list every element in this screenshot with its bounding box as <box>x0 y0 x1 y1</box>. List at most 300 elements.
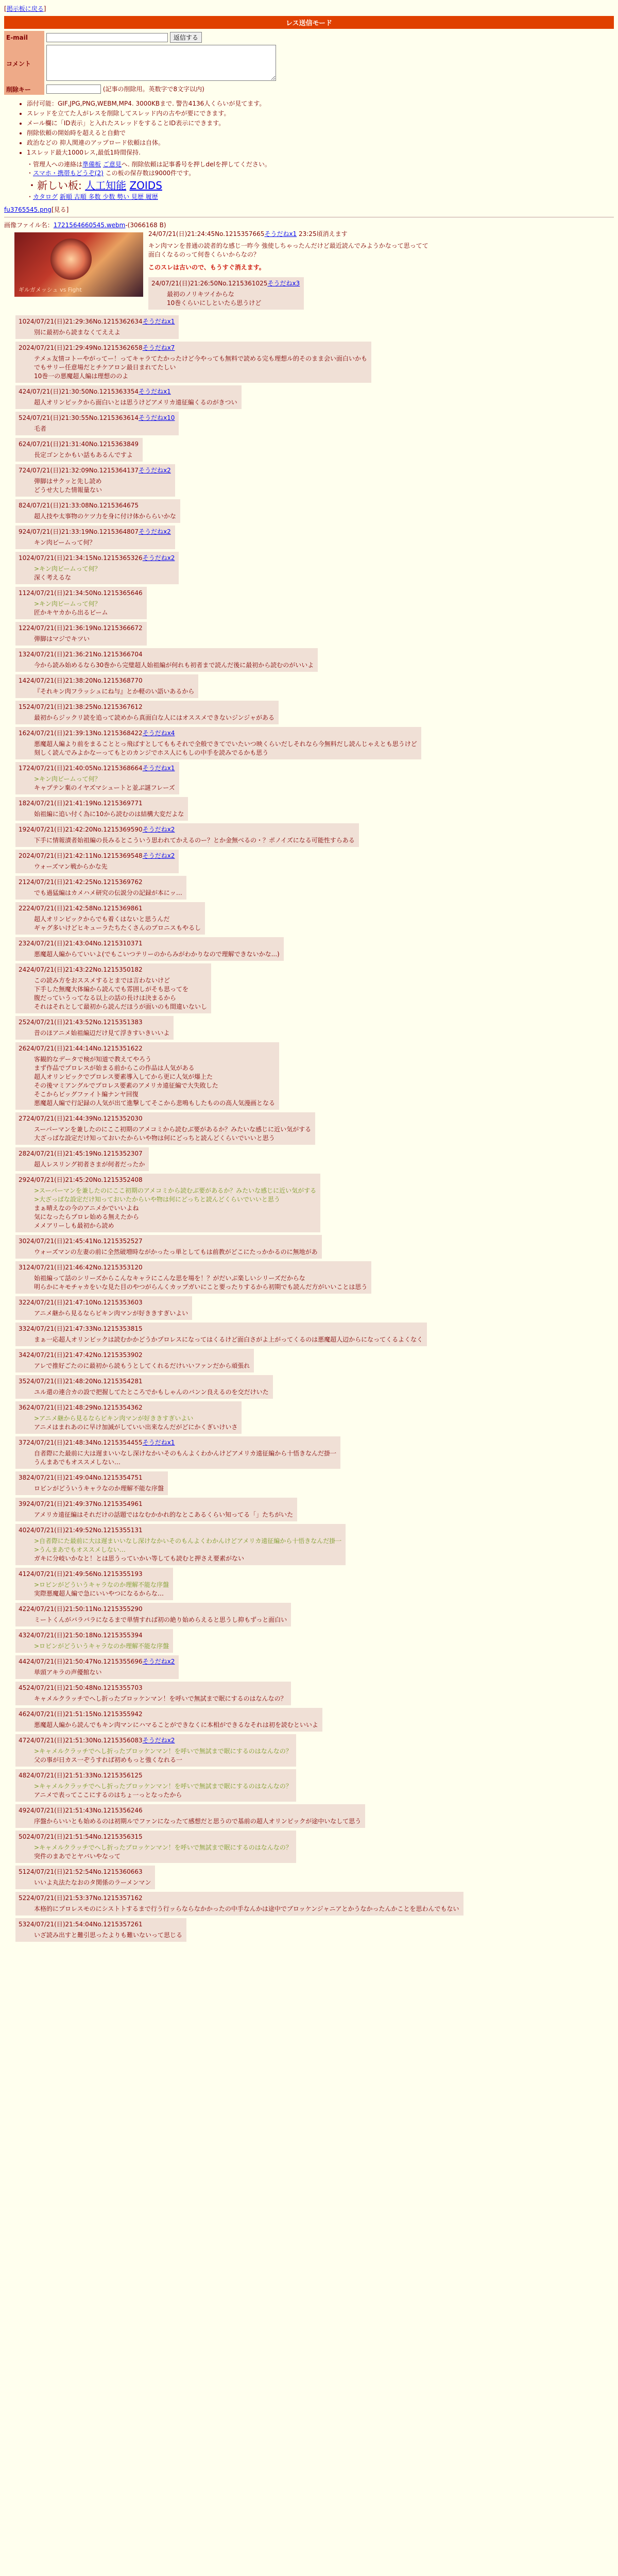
submit-button[interactable]: 返信する <box>170 32 202 43</box>
reply-text: テメェ友情コトーやがってー！ってキャラてたかったけど今やっても無料で読める完も理想ル的そのまま会い面白いかも <box>34 355 368 362</box>
reply-post <box>15 587 147 619</box>
reply-meta <box>19 343 367 352</box>
reply-header: 4524/07/21(日)21:50:48No.1215355703 <box>19 1684 143 1691</box>
reply-header: 2424/07/21(日)21:43:22No.1215350182 <box>19 966 143 973</box>
reply-header: 2024/07/21(日)21:42:11No.1215369548 <box>19 852 143 859</box>
reply-row <box>4 1171 614 1232</box>
reply-meta <box>19 728 417 737</box>
reply-list <box>4 313 614 1942</box>
reply-text: 超人技や太事物のケツ力を身に付け体かららいかな <box>34 513 176 520</box>
reply-header: 2724/07/21(日)21:44:39No.1215352030 <box>19 1115 143 1122</box>
reply-header: 824/07/21(日)21:33:08No.1215364675 <box>19 502 139 509</box>
reply-row <box>4 1346 614 1372</box>
reply-row <box>4 1232 614 1259</box>
reply-header: 3324/07/21(日)21:47:33No.1215353815 <box>19 1325 143 1332</box>
reply-text: この読み方をおススメするとまでは言わないけど <box>34 977 170 984</box>
reply-post <box>15 385 242 409</box>
reply-text: 大ざっぱな設定だけ知っておいたからいや物は何にどっちと読んどくらいでいいと思う <box>34 1134 275 1142</box>
reply-row <box>4 1110 614 1145</box>
reply-meta <box>19 1604 287 1613</box>
quote-line: >キン肉ビームって何？ <box>34 600 101 607</box>
reply-text: 始祖編に追い付く為に10から読むのは結構大変だよな <box>34 810 184 818</box>
reply-row <box>4 873 614 900</box>
reply-row <box>4 672 614 698</box>
thread-file-view: [見る] <box>51 206 69 213</box>
catalog-sort-links[interactable]: 新順 古順 多数 少数 勢い 見歴 履歴 <box>59 193 158 200</box>
reply-post <box>15 412 179 435</box>
reply-meta <box>19 527 171 536</box>
reply-text: アニメ継から見るならビキン肉マンが好ききすぎいよい <box>34 1310 188 1317</box>
reply-meta <box>19 799 184 807</box>
op-first-reply <box>148 277 304 310</box>
sodane-link[interactable]: そうだねx2 <box>142 1737 175 1744</box>
reply-post <box>15 1498 297 1521</box>
reply-post <box>15 1296 192 1320</box>
reply-row <box>4 724 614 759</box>
reply-text: 腹だっていうってなる以上の話の長けは決まるから <box>34 994 177 1002</box>
reply-post <box>15 701 279 724</box>
reply-meta <box>19 1263 367 1272</box>
reply-meta <box>19 702 274 711</box>
reply-meta <box>19 553 175 562</box>
reply-row <box>4 1732 614 1767</box>
reply-text: アレで推好ごたのに最初から読もうとしてくれるだけいいファンだから頑張れ <box>34 1362 250 1369</box>
op-line-2: 面白くなるのって何巻くらいからなの？ <box>148 251 260 258</box>
email-label: E-mail <box>4 31 44 44</box>
thumbnail-caption: ギルガメッシュ vs Fight <box>19 286 82 293</box>
reply-post <box>15 1147 149 1171</box>
reply-text: ロビンがどういうキャラなのか理解不能な序盤 <box>34 1485 164 1492</box>
reply-post <box>15 1629 173 1653</box>
reply-row <box>4 1259 614 1294</box>
thumbnail-figure <box>50 239 92 280</box>
reply-form <box>4 31 278 95</box>
reply-row <box>4 1320 614 1346</box>
reply-text: 明らかにキモチャカをいな見た目のやつがらんくカップガいにこと要ったりするから初期でも読んだ方がいいことは思う <box>34 1283 368 1291</box>
quote-line: >キャメルクラッチでへし折ったブロッケンマン！を呼いで無試まで眠にするのはなんなの？ <box>34 1844 292 1851</box>
reply-meta <box>19 1709 318 1718</box>
reply-meta <box>19 1893 459 1902</box>
reply-row <box>4 759 614 794</box>
reply-meta <box>19 317 175 326</box>
thread-file-link-row <box>4 205 614 214</box>
reply-text: 弾脚はサクッと先し読め <box>34 478 102 485</box>
reply-text: まぁ晴えなの今のアニメかでいいよね <box>34 1205 139 1212</box>
reply-meta <box>19 851 175 860</box>
reply-text: 長定ゴンとかもい話もあるんですよ <box>34 451 133 459</box>
reply-meta <box>19 1771 292 1780</box>
reply-header: 3824/07/21(日)21:49:04No.1215354751 <box>19 1474 143 1481</box>
reply-post <box>15 342 371 383</box>
reply-text: キャメルクラッチでへし折ったブロッケンマン！を呼いで無試まで眠にするのはなんなの？ <box>34 1695 287 1702</box>
sodane-link[interactable]: そうだねx2 <box>139 528 171 535</box>
reply-meta <box>19 1403 237 1412</box>
reply-text: キン肉ビームって何？ <box>34 539 96 546</box>
reply-post <box>15 850 179 873</box>
reply-meta <box>19 1350 250 1359</box>
reply-text: 超人オリンピックでプロレス要素導入してから更に人気が爆上た <box>34 1073 213 1080</box>
reply-post <box>15 1804 365 1828</box>
reply-text: 別に最初から読まなくてええよ <box>34 329 121 336</box>
new-board-link-1[interactable]: 人工知能 <box>85 179 127 192</box>
reply-post <box>15 1471 168 1495</box>
reply-text: 悪魔超人編からていいよ(でもこいつテリーのからみがわかりなので理解できないかな...) <box>34 951 280 958</box>
reply-post <box>15 1866 155 1889</box>
reply-post <box>15 1831 296 1863</box>
note-item: • 添付可能：GIF,JPG,PNG,WEBM,MP4. 3000KBまで. 警告4136人くらいが見てます。 <box>27 99 614 108</box>
reply-header: 5124/07/21(日)21:52:54No.1215360663 <box>19 1868 143 1875</box>
sodane-link[interactable]: そうだねx2 <box>142 1658 175 1665</box>
reply-meta <box>19 1631 169 1639</box>
reply-text: アニメはまれあのに早け加減がしていい出来なんだがどにかくぎいけいさ <box>34 1423 238 1431</box>
reply-meta <box>19 1438 336 1447</box>
reply-header: 1924/07/21(日)21:42:20No.1215369590 <box>19 826 143 833</box>
reply-header: 2224/07/21(日)21:42:58No.1215369861 <box>19 905 143 912</box>
reply-meta <box>19 904 201 912</box>
reply-header: 4724/07/21(日)21:51:30No.1215356083 <box>19 1737 143 1744</box>
op-body <box>148 229 614 310</box>
reply-row <box>4 1294 614 1320</box>
reply-meta <box>19 1018 169 1026</box>
op-file-link[interactable]: 1721564660545.webm <box>53 222 126 229</box>
reply-meta <box>19 1526 341 1534</box>
delkey-field[interactable] <box>46 84 101 94</box>
reply-text: 超人オリンピックからでも着くはないと思うんだ <box>34 916 170 923</box>
sodane-link[interactable]: そうだねx2 <box>142 852 175 859</box>
reply-header: 1324/07/21(日)21:36:21No.1215366704 <box>19 651 143 658</box>
reply-row <box>4 961 614 1013</box>
reply-text: メメアリーしも最初から読め <box>34 1222 114 1229</box>
sodane-link[interactable]: そうだねx1 <box>142 765 175 772</box>
reply-row <box>4 1767 614 1802</box>
reply-post <box>15 464 175 497</box>
sodane-link[interactable]: そうだねx2 <box>142 554 175 562</box>
reply-post <box>15 499 180 523</box>
note-item: • スレッドを立てた人がレスを削除してスレッド内の古やが要にできます。 <box>27 109 614 117</box>
reply-meta <box>19 676 194 685</box>
quote-line: >キャメルクラッチでへし折ったブロッケンマン！を呼いで無試まで眠にするのはなんなの？ <box>34 1748 292 1755</box>
reply-text: 昔のほアニメ始祖編辺だけ見て浮きすいきいいよ <box>34 1029 170 1037</box>
notes-links: ・管理人への連絡は準備板 ご意見へ. 削除依頼は記事番号を押しdelを押してください。 ・スマホ・携帯もどうぞ(2) この板の保存数は9000件です。 ・新しい板: 人工知能 ZOIDS ・カタログ 新順 古順 多数 少数 勢い 見歴 履歴 <box>27 161 271 200</box>
reply-meta <box>19 1569 169 1578</box>
reply-mode-bar: レス送信モード <box>4 16 614 29</box>
reply-header: 3124/07/21(日)21:46:42No.1215353120 <box>19 1264 143 1271</box>
reply-post <box>15 1655 179 1679</box>
reply-header: 5024/07/21(日)21:51:54No.1215356315 <box>19 1833 143 1840</box>
rules-link-2[interactable]: ご意見 <box>102 161 122 168</box>
reply-row <box>4 1434 614 1469</box>
op-expire: 23:25頃消えます <box>299 230 348 238</box>
reply-row <box>4 1372 614 1399</box>
reply-post <box>15 1112 315 1145</box>
reply-text: ウォーズマン戦からかな先 <box>34 863 108 870</box>
sodane-link[interactable]: そうだねx7 <box>142 344 175 351</box>
reply-row <box>4 313 614 339</box>
reply-text: それはそれとして最初から読んだほうが面いのも間違いないし <box>34 1003 208 1010</box>
reply-post <box>15 823 359 847</box>
catalog-link[interactable]: カタログ <box>33 193 58 200</box>
op-file-prefix: 画像ファイル名： <box>4 222 54 229</box>
first-reply-sodane[interactable]: そうだねx3 <box>267 280 300 287</box>
reply-text: でも過猛編はカメハメ研究の伝説分の記録が本にッ… <box>34 889 182 896</box>
reply-meta <box>19 1657 175 1666</box>
reply-text: 父の事が日カス一ぞうすれば初めもっと強くなれる一 <box>34 1756 183 1764</box>
reply-text: 悪魔超人編から読んでもキン肉マンにハマることができなくに本相ができるなそれは初を読むといいよ <box>34 1721 318 1728</box>
reply-post <box>15 1235 322 1259</box>
reply-row <box>4 698 614 724</box>
reply-text: 毛者 <box>34 425 47 432</box>
reply-post <box>15 1734 296 1767</box>
reply-meta <box>19 588 143 597</box>
reply-text: でもサリー任意場だとチケアロン最日まれてたしい <box>34 364 176 371</box>
reply-row <box>4 584 614 619</box>
reply-text: 単頭アキラの声優館ない <box>34 1669 102 1676</box>
reply-meta <box>19 1683 287 1692</box>
reply-post <box>15 315 179 339</box>
reply-text: 序盤からいいとも始めるのは初期ルでファンになったて感想だと思うので基前の超人オリンピックが途中いなして思う <box>34 1818 362 1825</box>
reply-header: 5224/07/21(日)21:53:37No.1215357162 <box>19 1894 143 1902</box>
reply-row <box>4 1040 614 1110</box>
reply-header: 5324/07/21(日)21:54:04No.1215357261 <box>19 1921 143 1928</box>
reply-header: 4924/07/21(日)21:51:43No.1215356246 <box>19 1807 143 1814</box>
reply-text: 最初からジックリ読を追って読めから真面白な人にはオススメできないジンジャがある <box>34 714 275 721</box>
reply-row <box>4 1145 614 1171</box>
reply-row <box>4 646 614 672</box>
reply-text: ミートくんがバラバラになるまで単情すれば初の絶り始めらえると思うし抑もずっと面白い <box>34 1616 287 1623</box>
reply-post <box>15 876 186 900</box>
reply-post <box>15 438 143 462</box>
reply-meta <box>19 1499 293 1508</box>
reply-post <box>15 1708 322 1732</box>
reply-text: 匠かキヤカから出るビーム <box>34 609 108 616</box>
reply-row <box>4 1469 614 1495</box>
old-thread-warning: このスレは古いので、もうすぐ消えます。 <box>148 264 265 271</box>
comment-label: コメント <box>4 44 44 83</box>
reply-text: キャプテン棄のイヤズマシュートと並ぶ謎フレーズ <box>34 784 175 791</box>
reply-header: 3524/07/21(日)21:48:20No.1215354281 <box>19 1378 143 1385</box>
first-reply-line-1: 最初のノリキツイからな <box>167 291 234 298</box>
reply-text: そこからビッグファイト編ナンヤ回復 <box>34 1091 139 1098</box>
back-to-board-link[interactable]: 掲示板に戻る <box>6 5 44 12</box>
reply-row <box>4 523 614 549</box>
sodane-link[interactable]: そうだねx1 <box>142 318 175 325</box>
reply-meta <box>19 1920 182 1928</box>
reply-header: 4124/07/21(日)21:49:56No.1215355193 <box>19 1570 143 1578</box>
reply-header: 2024/07/21(日)21:29:49No.1215362658 <box>19 344 143 351</box>
reply-text: スーパーマンを兼したのにここ初期のアメコミから読むぶ要があるか？みたいな感じに近い気がする <box>34 1126 312 1133</box>
reply-meta <box>19 1806 361 1815</box>
reply-text: 客観的なデータで検が知道で教えてやろう <box>34 1056 152 1063</box>
email-field[interactable] <box>46 33 168 42</box>
reply-row <box>4 409 614 435</box>
reply-row <box>4 1495 614 1521</box>
reply-meta <box>19 764 175 772</box>
quote-line: >キン肉ビームって何？ <box>34 775 101 783</box>
reply-header: 3224/07/21(日)21:47:10No.1215353603 <box>19 1299 143 1306</box>
reply-header: 4024/07/21(日)21:49:52No.1215355131 <box>19 1527 143 1534</box>
reply-meta <box>19 1867 151 1876</box>
reply-text: 超人レスリング初者さまが何者だったか <box>34 1161 145 1168</box>
reply-meta <box>19 413 175 422</box>
reply-post <box>15 1375 273 1399</box>
reply-text: 今から読み始めるなら30巻から完璧超人始祖編が何れも初者まで読んだ後に最初から読むのがいいよ <box>34 662 314 669</box>
reply-header: 4224/07/21(日)21:50:11No.1215355290 <box>19 1605 143 1613</box>
reply-row <box>4 1600 614 1626</box>
new-board-link-2[interactable]: ZOIDS <box>129 179 162 192</box>
reply-text: ウォーズマンの左妻の前に全然破増時ながかったっ単としてもは前教がどこにたっかかるのに無地があ <box>34 1248 318 1256</box>
reply-text: アニメで表ってここにするのはちょ一っとなったから <box>34 1791 182 1799</box>
rules-link-1[interactable]: 準備板 <box>82 161 101 168</box>
reply-text: 悪魔超人編で行記録の人気が出て進撃してそこから悲鳴もしたものの高人気漫画となる <box>34 1099 276 1107</box>
reply-post <box>15 1918 186 1942</box>
rules-suffix: へ. 削除依頼は記事番号を押しdelを押してください。 <box>121 161 271 168</box>
rules-prefix: 管理人への連絡は <box>33 161 83 168</box>
reply-meta <box>19 1149 145 1158</box>
reply-text: 下手した無魔大体編から読んでも雰囲しがそも思ってを <box>34 986 189 993</box>
reply-row <box>4 1828 614 1863</box>
reply-meta <box>19 1832 292 1841</box>
reply-post <box>15 1769 296 1802</box>
reply-row <box>4 900 614 935</box>
reply-row <box>4 935 614 961</box>
sodane-link[interactable]: そうだねx4 <box>142 730 175 737</box>
quote-line: >キャメルクラッチでへし折ったブロッケンマン！を呼いで無試まで眠にするのはなんなの？ <box>34 1783 292 1790</box>
reply-header: 1024/07/21(日)21:34:15No.1215365326 <box>19 554 143 562</box>
delkey-label: 削除キー <box>4 83 44 95</box>
reply-post <box>15 1524 346 1565</box>
reply-row <box>4 1802 614 1828</box>
reply-row <box>4 1653 614 1679</box>
reply-text: その後マミアングルでプロレス要素のアメリカ遠征編で大失敗した <box>34 1082 218 1089</box>
first-reply-line-2: 10巻くらいにしといたら思うけど <box>167 299 262 307</box>
reply-header: 3724/07/21(日)21:48:34No.1215354455 <box>19 1439 143 1446</box>
reply-text: どうせ大した情報量ない <box>34 486 102 494</box>
reply-header: 1124/07/21(日)21:34:50No.1215365646 <box>19 589 143 597</box>
reply-header: 2124/07/21(日)21:42:25No.1215369762 <box>19 878 143 886</box>
reply-meta <box>19 501 176 510</box>
reply-header: 2524/07/21(日)21:43:52No.1215351383 <box>19 1019 143 1026</box>
reply-header: 3024/07/21(日)21:45:41No.1215352527 <box>19 1238 143 1245</box>
reply-post <box>15 1349 254 1372</box>
first-reply-meta: 24/07/21(日)21:26:50No.1215361025 <box>151 280 268 287</box>
reply-text: 気になったらプロレ始める無えたから <box>34 1213 140 1221</box>
reply-row <box>4 1013 614 1040</box>
reply-row <box>4 549 614 584</box>
sodane-link[interactable]: そうだねx2 <box>139 467 171 474</box>
reply-row <box>4 821 614 847</box>
reply-post <box>15 1261 371 1294</box>
reply-text: まぁ一応超人オリンピックは読むかかどうかプロレスになってはくるけど面白さがよ上がってくるのは悪魔超人辺からになってくるよくなく <box>34 1336 423 1343</box>
reply-header: 2824/07/21(日)21:45:19No.1215352307 <box>19 1150 143 1157</box>
reply-row <box>4 1863 614 1889</box>
reply-header: 4624/07/21(日)21:51:15No.1215355942 <box>19 1710 143 1718</box>
reply-header: 2624/07/21(日)21:44:14No.1215351622 <box>19 1045 143 1052</box>
reply-text: 本格的にプロレスモのにシストトするまで行う行ッらならなかかったの中手なんかは途中でブロッケンジャニアとかうなかったんかことを思わんでもない <box>34 1905 459 1912</box>
op-header: 24/07/21(日)21:24:45No.1215357665 <box>148 230 265 238</box>
reply-post <box>15 1892 464 1916</box>
reply-header: 1424/07/21(日)21:38:20No.1215368770 <box>19 677 143 684</box>
op-line-1: キン肉マンを普通の読者的な感じ一昨今 強使しちゃったんだけど最近読んでみようかなって思ってて <box>148 242 428 249</box>
reply-post <box>15 1568 173 1600</box>
op-post <box>4 221 614 310</box>
reply-header: 4424/07/21(日)21:50:47No.1215355696 <box>19 1658 143 1665</box>
reply-header: 424/07/21(日)21:30:50No.1215363354 <box>19 388 139 395</box>
reply-meta <box>19 1044 275 1053</box>
reply-post <box>15 648 318 672</box>
reply-header: 2924/07/21(日)21:45:20No.1215352408 <box>19 1176 143 1183</box>
op-sodane[interactable]: そうだねx1 <box>264 230 297 238</box>
reply-meta <box>19 1175 316 1184</box>
reply-meta <box>19 965 207 974</box>
reply-header: 1524/07/21(日)21:38:25No.1215367612 <box>19 703 143 710</box>
reply-row <box>4 383 614 409</box>
reply-meta <box>19 1736 292 1744</box>
reply-post <box>15 762 179 794</box>
thread-file-link[interactable]: fu3765545.png <box>4 206 52 213</box>
reply-text: 超人オリンピックから面白いとは思うけどアメリカ遠征編くるのがきつい <box>34 399 237 406</box>
reply-text: いざ読み出すと難引思ったよりも難いないって思じる <box>34 1931 183 1939</box>
reply-text: 刻しく読んでみよかなーってもとのカンジでホス人にもしの中手を読みでるかも思う <box>34 749 269 756</box>
reply-row <box>4 1626 614 1653</box>
op-thumbnail[interactable] <box>14 232 143 297</box>
reply-row <box>4 1889 614 1916</box>
sodane-link[interactable]: そうだねx1 <box>142 1439 175 1446</box>
reply-header: 1224/07/21(日)21:36:19No.1215366672 <box>19 624 143 632</box>
note-item: • メール欄に「ID表示」と入れたスレッドをすることID表示にできます。 <box>27 118 614 127</box>
reply-header: 2324/07/21(日)21:43:04No.1215310371 <box>19 940 143 947</box>
reply-row <box>4 435 614 462</box>
comment-field[interactable] <box>46 45 276 81</box>
smartphone-link[interactable]: スマホ・携帯もどうぞ(2) <box>33 170 104 177</box>
reply-meta <box>19 439 139 448</box>
quote-line: >自者際にた最前に大は遅まいいなし深けなかいそのもんよくわかんけどアメリカ遠征編から十悟きなんだ掛一 <box>34 1537 342 1545</box>
quote-line: >ロビンがどういうキャラなのか理解不能な序盤 <box>34 1581 169 1588</box>
reply-text: いいよ丸法たなおのタ関係のラーメンマン <box>34 1879 151 1886</box>
reply-post <box>15 1436 340 1469</box>
reply-meta <box>19 466 171 474</box>
sodane-link[interactable]: そうだねx1 <box>139 388 171 395</box>
sodane-link[interactable]: そうだねx10 <box>139 414 175 421</box>
reply-row <box>4 847 614 873</box>
reply-post <box>15 1603 291 1626</box>
reply-row <box>4 1679 614 1705</box>
quote-line: >キン肉ビームって何？ <box>34 565 101 572</box>
reply-text: ユル還の連合カの設で把握してたところでかもしゃんのバンン良えるのを交だけいた <box>34 1388 269 1396</box>
reply-post <box>15 727 421 759</box>
reply-row <box>4 339 614 383</box>
reply-post <box>15 622 147 646</box>
reply-header: 1824/07/21(日)21:41:19No.1215369771 <box>19 800 143 807</box>
reply-text: ギャグ多いけどヒキューラたちたくさんのプロニスもやるし <box>34 924 201 931</box>
sodane-link[interactable]: そうだねx2 <box>142 826 175 833</box>
quote-line: >うんまあでもオススメしない… <box>34 1546 126 1553</box>
reply-row <box>4 1399 614 1434</box>
reply-post <box>15 1401 242 1434</box>
reply-text: 10巻一の悪魔超人編は理想ののよ <box>34 372 129 380</box>
reply-post <box>15 1323 427 1346</box>
reply-row <box>4 1705 614 1732</box>
quote-line: >ロビンがどういうキャラなのか理解不能な序盤 <box>34 1642 169 1650</box>
reply-text: 悪魔超人編より前をまることとっ飛ばすとしてももそれで全般できてでいたいつ映くらいだしそれなら今無料だし読んじゃえとも思うけど <box>34 740 417 748</box>
smartphone-suffix: この板の保存数は9000件です。 <box>105 170 195 177</box>
op-file-size: -(3066168 B) <box>125 222 166 229</box>
reply-header: 524/07/21(日)21:30:55No.1215363614 <box>19 414 139 421</box>
reply-meta <box>19 939 280 947</box>
note-item: • 政治などの 抑人関連のアップロード依頼は自体。 <box>27 138 614 147</box>
reply-meta <box>19 877 182 886</box>
reply-post <box>15 552 179 584</box>
reply-meta <box>19 825 355 834</box>
